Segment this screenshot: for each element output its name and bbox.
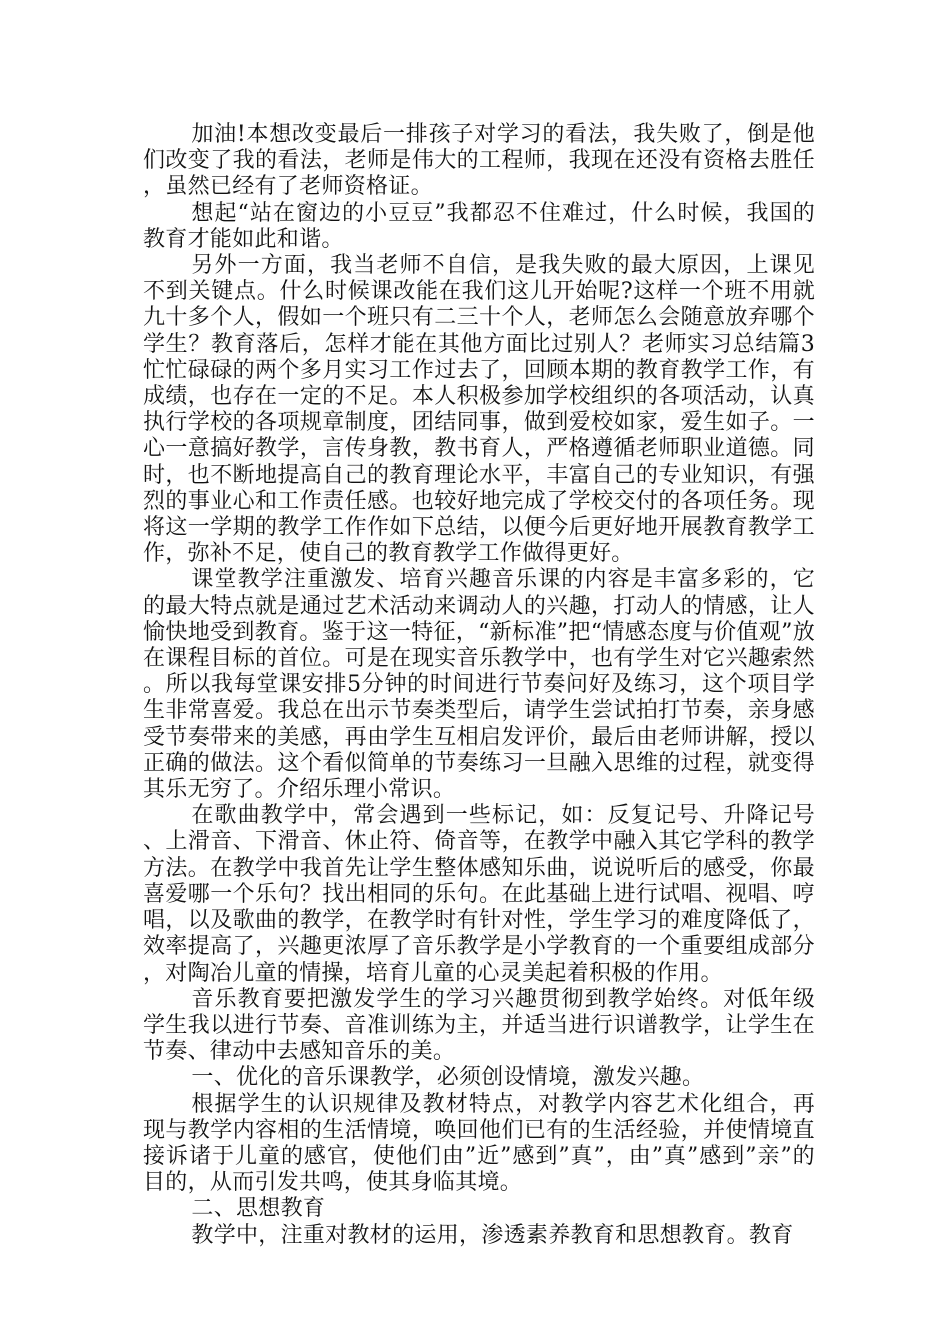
paragraph: 加油!本想改变最后一排孩子对学习的看法，我失败了，倒是他们改变了我的看法，老师是伟大的工程师，我现在还没有资格去胜任，虽然已经有了老师资格证。 [143, 122, 815, 200]
paragraph: 想起“站在窗边的小豆豆”我都忍不住难过，什么时候，我国的教育才能如此和谐。 [143, 200, 815, 252]
document-body [143, 122, 815, 1249]
paragraph: 教学中，注重对教材的运用，渗透素养教育和思想教育。教育 [191, 1222, 794, 1248]
paragraph: 根据学生的认识规律及教材特点，对教学内容艺术化组合，再现与教学内容相的生活情境，唤回他们已有的生活经验，并使情境直接诉诸于儿童的感官，使他们由”近”感到”真”，由”真”感到”亲”的目的，从而引发共鸣，使其身临其境。 [143, 1091, 815, 1196]
paragraph: 另外一方面，我当老师不自信，是我失败的最大原因，上课见不到关键点。什么时候课改能在我们这儿开始呢?这样一个班不用就九十多个人，假如一个班只有二三十个人，老师怎么会随意放弃哪个学生？教育落后，怎样才能在其他方面比过别人？老师实习总结篇3忙忙碌碌的两个多月实习工作过去了，回顾本期的教育教学工作，有成绩，也存在一定的不足。本人积极参加学校组织的各项活动，认真执行学校的各项规章制度，团结同事，做到爱校如家，爱生如子。一心一意搞好教学，言传身教，教书育人，严格遵循老师职业道德。同时，也不断地提高自己的教育理论水平，丰富自己的专业知识，有强烈的事业心和工作责任感。也较好地完成了学校交付的各项任务。现将这一学期的教学工作作如下总结，以便今后更好地开展教育教学工作，弥补不足，使自己的教育教学工作做得更好。 [143, 253, 815, 567]
paragraph: 音乐教育要把激发学生的学习兴趣贯彻到教学始终。对低年级学生我以进行节奏、音准训练为主，并适当进行识谱教学，让学生在节奏、律动中去感知音乐的美。 [143, 986, 815, 1065]
section-heading: 二、思想教育 [191, 1196, 326, 1222]
paragraph: 在歌曲教学中，常会遇到一些标记，如：反复记号、升降记号、上滑音、下滑音、休止符、倚音等，在教学中融入其它学科的教学方法。在教学中我首先让学生整体感知乐曲，说说听后的感受，你最喜爱哪一个乐句？找出相同的乐句。在此基础上进行试唱、视唱、哼唱，以及歌曲的教学，在教学时有针对性，学生学习的难度降低了，效率提高了，兴趣更浓厚了音乐教学是小学教育的一个重要组成部分，对陶冶儿童的情操，培育儿童的心灵美起着积极的作用。 [143, 803, 815, 986]
paragraph: 课堂教学注重激发、培育兴趣音乐课的内容是丰富多彩的，它的最大特点就是通过艺术活动来调动人的兴趣，打动人的情感，让人愉快地受到教育。鉴于这一特征，“新标准”把“情感态度与价值观”放在课程目标的首位。可是在现实音乐教学中，也有学生对它兴趣索然。所以我每堂课安排5分钟的时间进行节奏问好及练习，这个项目学生非常喜爱。我总在出示节奏类型后，请学生尝试拍打节奏，亲身感受节奏带来的美感，再由学生互相启发评价，最后由老师讲解，授以正确的做法。这个看似简单的节奏练习一旦融入思维的过程，就变得其乐无穷了。介绍乐理小常识。 [143, 567, 815, 803]
section-heading: 一、优化的音乐课教学，必须创设情境，激发兴趣。 [191, 1065, 705, 1091]
